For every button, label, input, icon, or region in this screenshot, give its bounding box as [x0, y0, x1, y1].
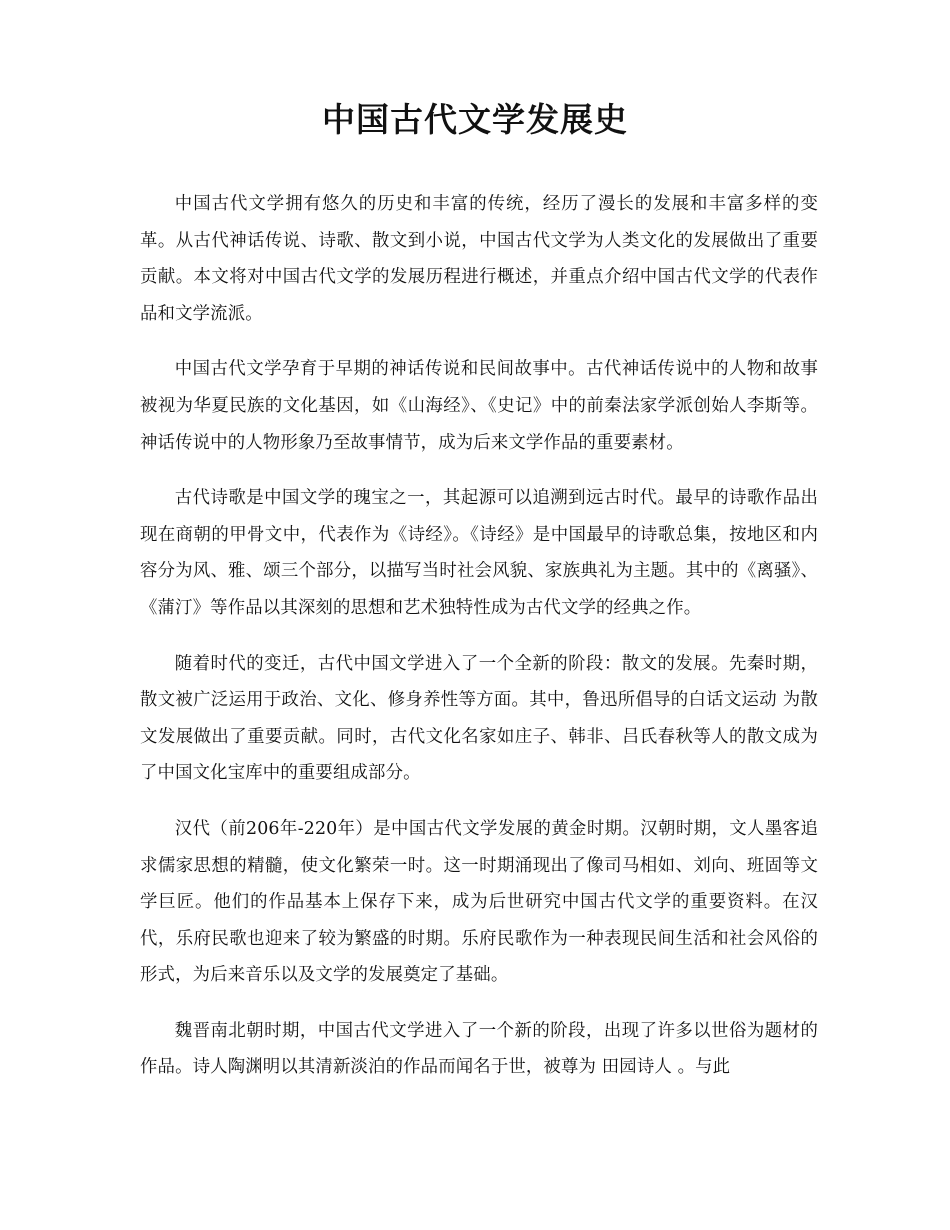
paragraph-wei-jin: 魏晋南北朝时期，中国古代文学进入了一个新的阶段，出现了许多以世俗为题材的作品。诗人陶渊明以其清新淡泊的作品而闻名于世，被尊为 田园诗人 。与此: [140, 1020, 818, 1078]
paragraph-prose: 随着时代的变迁，古代中国文学进入了一个全新的阶段：散文的发展。先秦时期，散文被广泛运用于政治、文化、修身养性等方面。其中，鲁迅所倡导的白话文运动 为散文发展做出了重要贡献。同时，古代文化名家如庄子、韩非、吕氏春秋等人的散文成为了中国文化宝库中的重要组成部分。: [140, 653, 818, 784]
paragraph-mythology: 中国古代文学孕育于早期的神话传说和民间故事中。古代神话传说中的人物和故事被视为华夏民族的文化基因，如《山海经》、《史记》中的前秦法家学派创始人李斯等。神话传说中的人物形象乃至故事情节，成为后来文学作品的重要素材。: [140, 359, 818, 453]
document-body: [140, 186, 818, 1105]
document-title: 中国古代文学发展史: [322, 100, 628, 139]
paragraph-intro: 中国古代文学拥有悠久的历史和丰富的传统，经历了漫长的发展和丰富多样的变革。从古代神话传说、诗歌、散文到小说，中国古代文学为人类文化的发展做出了重要贡献。本文将对中国古代文学的发展历程进行概述，并重点介绍中国古代文学的代表作品和文学流派。: [140, 194, 818, 324]
paragraph-poetry: 古代诗歌是中国文学的瑰宝之一，其起源可以追溯到远古时代。最早的诗歌作品出现在商朝的甲骨文中，代表作为《诗经》。《诗经》是中国最早的诗歌总集，按地区和内容分为风、雅、颂三个部分，以描写当时社会风貌、家族典礼为主题。其中的《离骚》、《蒲汀》等作品以其深刻的思想和艺术独特性成为古代文学的经典之作。: [140, 488, 818, 618]
paragraph-han-dynasty: 汉代（前206年-220年）是中国古代文学发展的黄金时期。汉朝时期，文人墨客追求儒家思想的精髓，使文化繁荣一时。这一时期涌现出了像司马相如、刘向、班固等文学巨匠。他们的作品基本上保存下来，成为后世研究中国古代文学的重要资料。在汉代，乐府民歌也迎来了较为繁盛的时期。乐府民歌作为一种表现民间生活和社会风俗的形式，为后来音乐以及文学的发展奠定了基础。: [140, 818, 818, 986]
